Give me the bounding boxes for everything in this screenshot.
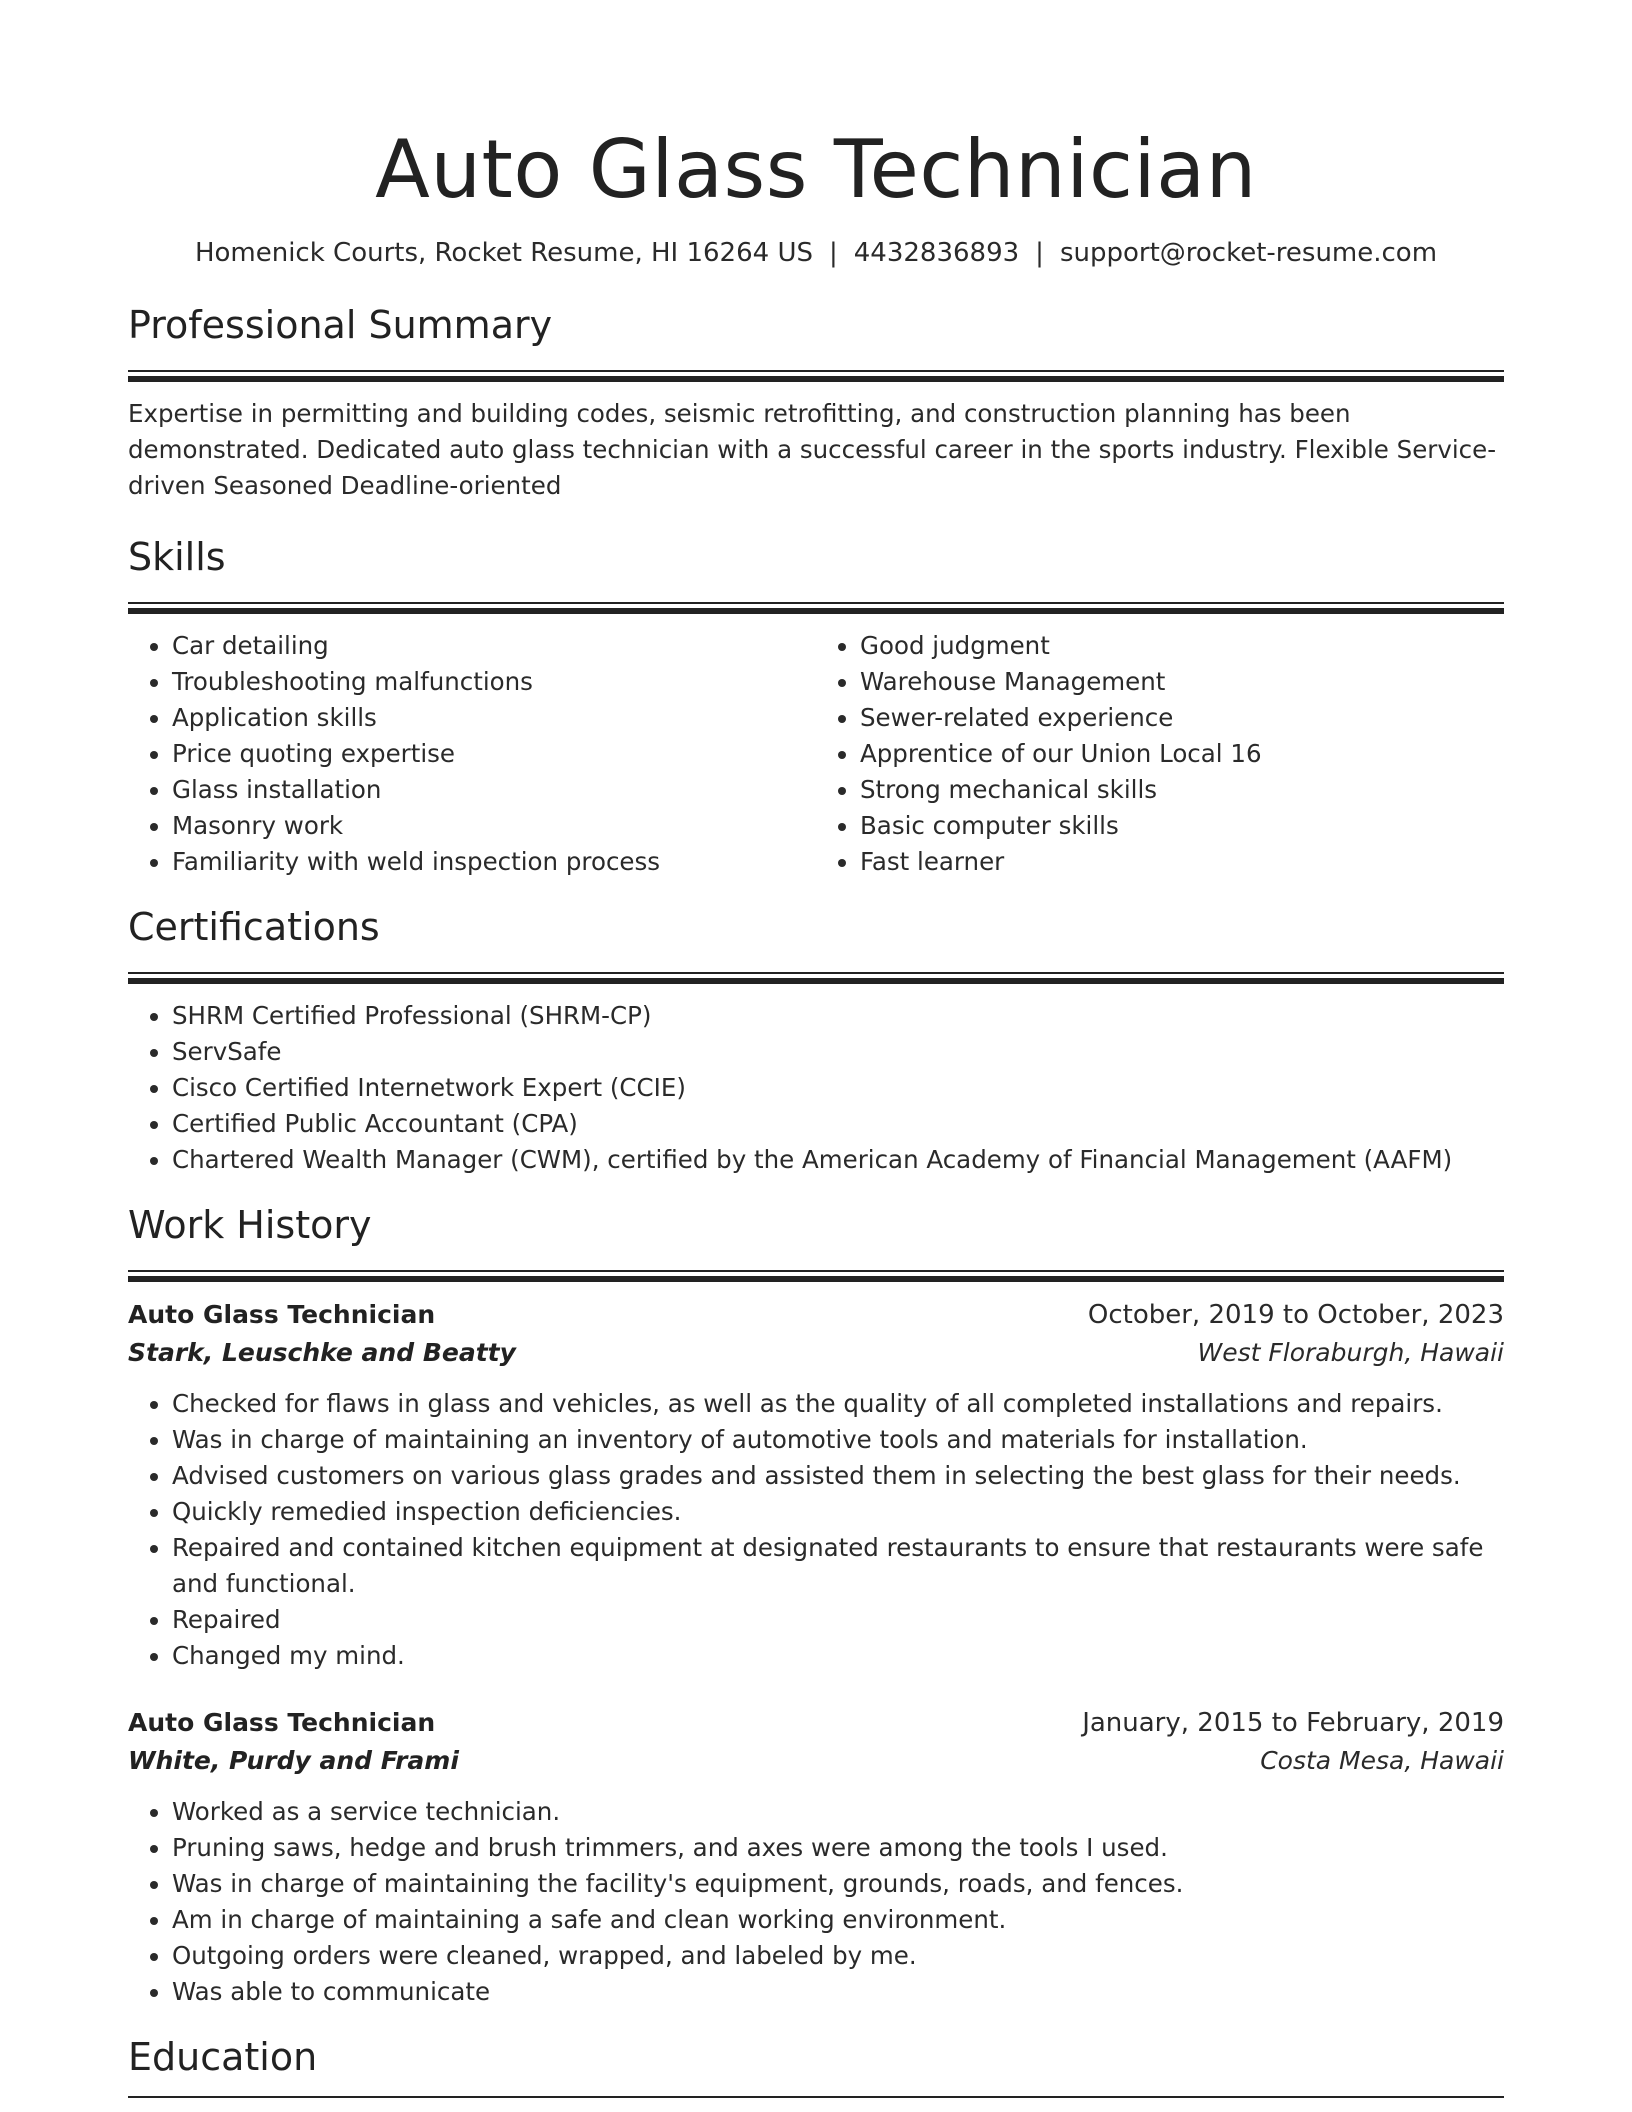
skill-item: • Application skills [172,700,816,736]
skill-item: • Warehouse Management [860,664,1504,700]
certification-item: • Chartered Wealth Manager (CWM), certified by the American Academy of Financial Management (AAFM) [172,1142,1504,1178]
summary-text: Expertise in permitting and building codes, seismic retrofitting, and construction planning has been demonstrated. Dedicated auto glass technician with a successful career in the sports industry. Flexible Service-driven Seasoned Deadline-oriented [128,399,1497,500]
contact-phone: 4432836893 [853,238,1020,268]
job-bullet: • Pruning saws, hedge and brush trimmers, and axes were among the tools I used. [172,1830,1504,1866]
skills-list-right [816,628,1504,880]
skill-item: • Glass installation [172,772,816,808]
certifications-section [128,902,1504,1178]
resume-name: Auto Glass Technician [375,123,1257,216]
contact-separator: | [828,238,838,268]
job-entry [128,1704,1504,2010]
job-bullet: • Worked as a service technician. [172,1794,1504,1830]
skill-item: • Masonry work [172,808,816,844]
contact-line [128,236,1504,270]
skill-item: • Apprentice of our Union Local 16 [860,736,1504,772]
section-title-work-history: Work History [128,1203,372,1247]
certification-item: • ServSafe [172,1034,1504,1070]
skill-item: • Good judgment [860,628,1504,664]
skill-item: • Strong mechanical skills [860,772,1504,808]
job-subheader [128,1334,1504,1372]
section-title-summary: Professional Summary [128,303,553,347]
skills-columns [128,628,1504,880]
job-header [128,1296,1504,1334]
job-subheader [128,1742,1504,1780]
certifications-list [128,998,1504,1178]
job-bullet: • Was in charge of maintaining the facility's equipment, grounds, roads, and fences. [172,1866,1504,1902]
job-bullet: • Advised customers on various glass grades and assisted them in selecting the best glass for their needs. [172,1458,1504,1494]
job-bullet: • Was in charge of maintaining an inventory of automotive tools and materials for installation. [172,1422,1504,1458]
resume-page [128,0,1504,2098]
section-divider [128,1270,1504,1282]
skill-item: • Fast learner [860,844,1504,880]
job-bullet: • Repaired [172,1602,1504,1638]
section-title-skills: Skills [128,535,226,579]
certification-item: • Certified Public Accountant (CPA) [172,1106,1504,1142]
job-company: White, Purdy and Frami [128,1746,459,1775]
job-location: West Floraburgh, Hawaii [1197,1338,1504,1367]
work-history-section [128,1200,1504,2010]
skill-item: • Price quoting expertise [172,736,816,772]
skill-item: • Basic computer skills [860,808,1504,844]
section-title-education: Education [128,2035,318,2079]
contact-separator: | [1035,238,1044,268]
certification-item: • Cisco Certified Internetwork Expert (CCIE) [172,1070,1504,1106]
skill-item: • Sewer-related experience [860,700,1504,736]
certification-item: • SHRM Certified Professional (SHRM-CP) [172,998,1504,1034]
skill-item: • Car detailing [172,628,816,664]
job-entry [128,1296,1504,1674]
summary-section [128,300,1504,504]
job-bullet: • Changed my mind. [172,1638,1504,1674]
job-bullet: • Am in charge of maintaining a safe and clean working environment. [172,1902,1504,1938]
skills-section [128,532,1504,880]
job-location: Costa Mesa, Hawaii [1260,1746,1504,1775]
job-dates: January, 2015 to February, 2019 [1082,1708,1504,1738]
skill-item: • Troubleshooting malfunctions [172,664,816,700]
job-bullet: • Checked for flaws in glass and vehicles, as well as the quality of all completed installations and repairs. [172,1386,1504,1422]
job-dates: October, 2019 to October, 2023 [1087,1300,1504,1330]
job-bullet: • Quickly remedied inspection deficiencies. [172,1494,1504,1530]
section-divider [128,602,1504,614]
section-divider [128,2096,1504,2098]
section-divider [128,370,1504,382]
contact-address: Homenick Courts, Rocket Resume, HI 16264 US [194,238,813,268]
job-bullet: • Was able to communicate [172,1974,1504,2010]
job-bullets [128,1794,1504,2010]
job-title: Auto Glass Technician [128,1708,436,1737]
job-bullet: • Repaired and contained kitchen equipment at designated restaurants to ensure that restaurants were safe and functional. [172,1530,1504,1602]
skill-item: • Familiarity with weld inspection process [172,844,816,880]
job-bullet: • Outgoing orders were cleaned, wrapped, and labeled by me. [172,1938,1504,1974]
section-title-certifications: Certifications [128,905,380,949]
job-company: Stark, Leuschke and Beatty [128,1338,516,1367]
section-divider [128,972,1504,984]
contact-email: support@rocket-resume.com [1059,238,1438,268]
education-section [128,2032,1504,2098]
job-bullets [128,1386,1504,1674]
job-header [128,1704,1504,1742]
job-title: Auto Glass Technician [128,1300,436,1329]
skills-list-left [128,628,816,880]
